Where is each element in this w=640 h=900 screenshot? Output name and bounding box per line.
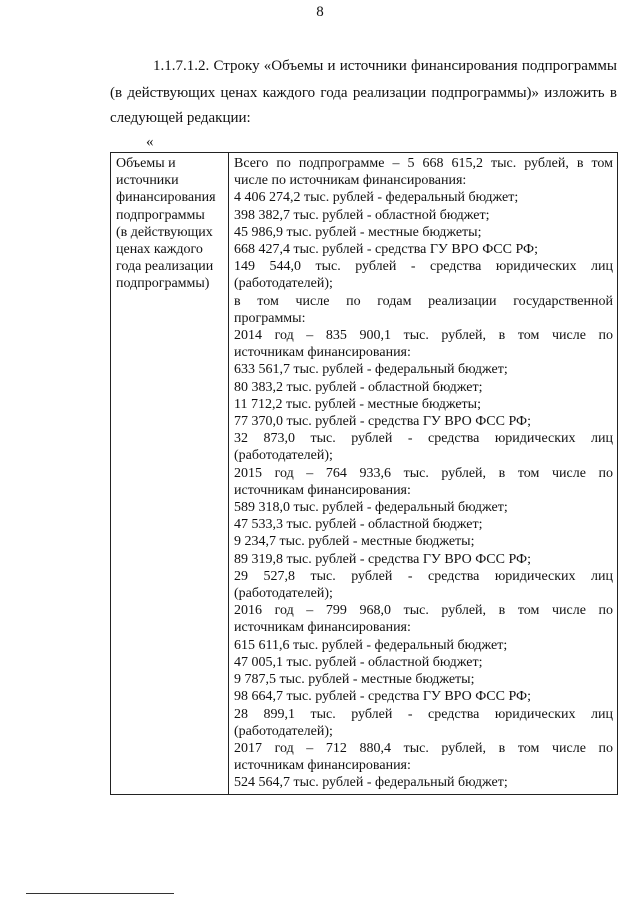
content-line: 98 664,7 тыс. рублей - средства ГУ ВРО ФСС РФ;	[234, 689, 531, 705]
content-line: числе по источникам финансирования:	[234, 173, 467, 189]
content-line: (работодателей);	[234, 723, 333, 739]
intro-line: (в действующих ценах каждого года реализации подпрограммы)» изложить в	[110, 85, 617, 101]
content-line: 11 712,2 тыс. рублей - местные бюджеты;	[234, 396, 481, 412]
content-line: в том числе по годам реализации государственной	[234, 293, 613, 309]
row-content-cell	[229, 153, 618, 795]
content-line: 2017 год – 712 880,4 тыс. рублей, в том числе по	[234, 740, 613, 756]
content-line: программы:	[234, 310, 306, 326]
content-line: 77 370,0 тыс. рублей - средства ГУ ВРО ФСС РФ;	[234, 414, 531, 430]
content-line: 47 533,3 тыс. рублей - областной бюджет;	[234, 517, 483, 533]
content-line: (работодателей);	[234, 586, 333, 602]
content-line: (работодателей);	[234, 276, 333, 292]
content-line: 89 319,8 тыс. рублей - средства ГУ ВРО ФСС РФ;	[234, 551, 531, 567]
row-heading-cell	[111, 153, 229, 795]
content-line: 524 564,7 тыс. рублей - федеральный бюджет;	[234, 775, 508, 791]
intro-line: 1.1.7.1.2. Строку «Объемы и источники финансирования подпрограммы	[153, 58, 617, 74]
content-line: 2014 год – 835 900,1 тыс. рублей, в том числе по	[234, 328, 613, 344]
page-number: 8	[316, 4, 324, 20]
heading-line: (в действующих	[116, 224, 213, 240]
heading-line: года реализации	[116, 259, 214, 275]
content-line: 589 318,0 тыс. рублей - федеральный бюджет;	[234, 500, 508, 516]
content-line: 80 383,2 тыс. рублей - областной бюджет;	[234, 379, 483, 395]
content-line: 2015 год – 764 933,6 тыс. рублей, в том числе по	[234, 465, 613, 481]
heading-line: ценах каждого	[116, 242, 203, 258]
heading-line: подпрограммы	[116, 207, 205, 223]
opening-quote: «	[146, 134, 154, 150]
heading-line: финансирования	[116, 190, 216, 206]
intro-line: следующей редакции:	[110, 110, 251, 126]
content-line: источникам финансирования:	[234, 345, 411, 361]
content-line: (работодателей);	[234, 448, 333, 464]
content-line: 32 873,0 тыс. рублей - средства юридических лиц	[234, 431, 613, 447]
content-line: 29 527,8 тыс. рублей - средства юридических лиц	[234, 568, 613, 584]
financing-table	[110, 152, 618, 795]
content-line: 149 544,0 тыс. рублей - средства юридических лиц	[234, 259, 613, 275]
content-line: Всего по подпрограмме – 5 668 615,2 тыс. рублей, в том	[234, 156, 613, 171]
content-line: 615 611,6 тыс. рублей - федеральный бюджет;	[234, 637, 508, 653]
content-line: 45 986,9 тыс. рублей - местные бюджеты;	[234, 224, 482, 240]
content-line: 9 787,5 тыс. рублей - местные бюджеты;	[234, 672, 475, 688]
heading-line: источники	[116, 173, 179, 189]
content-line: источникам финансирования:	[234, 482, 411, 498]
content-line: 28 899,1 тыс. рублей - средства юридических лиц	[234, 706, 613, 722]
footnote-divider	[26, 893, 174, 894]
content-line: источникам финансирования:	[234, 620, 411, 636]
content-line: 2016 год – 799 968,0 тыс. рублей, в том числе по	[234, 603, 613, 619]
content-line: 9 234,7 тыс. рублей - местные бюджеты;	[234, 534, 475, 550]
content-line: источникам финансирования:	[234, 758, 411, 774]
content-line: 4 406 274,2 тыс. рублей - федеральный бюджет;	[234, 190, 519, 206]
heading-line: подпрограммы)	[116, 276, 210, 292]
heading-line: Объемы и	[116, 156, 176, 171]
table-row	[111, 153, 618, 795]
content-line: 633 561,7 тыс. рублей - федеральный бюджет;	[234, 362, 508, 378]
content-line: 668 427,4 тыс. рублей - средства ГУ ВРО ФСС РФ;	[234, 242, 538, 258]
content-line: 47 005,1 тыс. рублей - областной бюджет;	[234, 654, 483, 670]
content-line: 398 382,7 тыс. рублей - областной бюджет;	[234, 207, 490, 223]
